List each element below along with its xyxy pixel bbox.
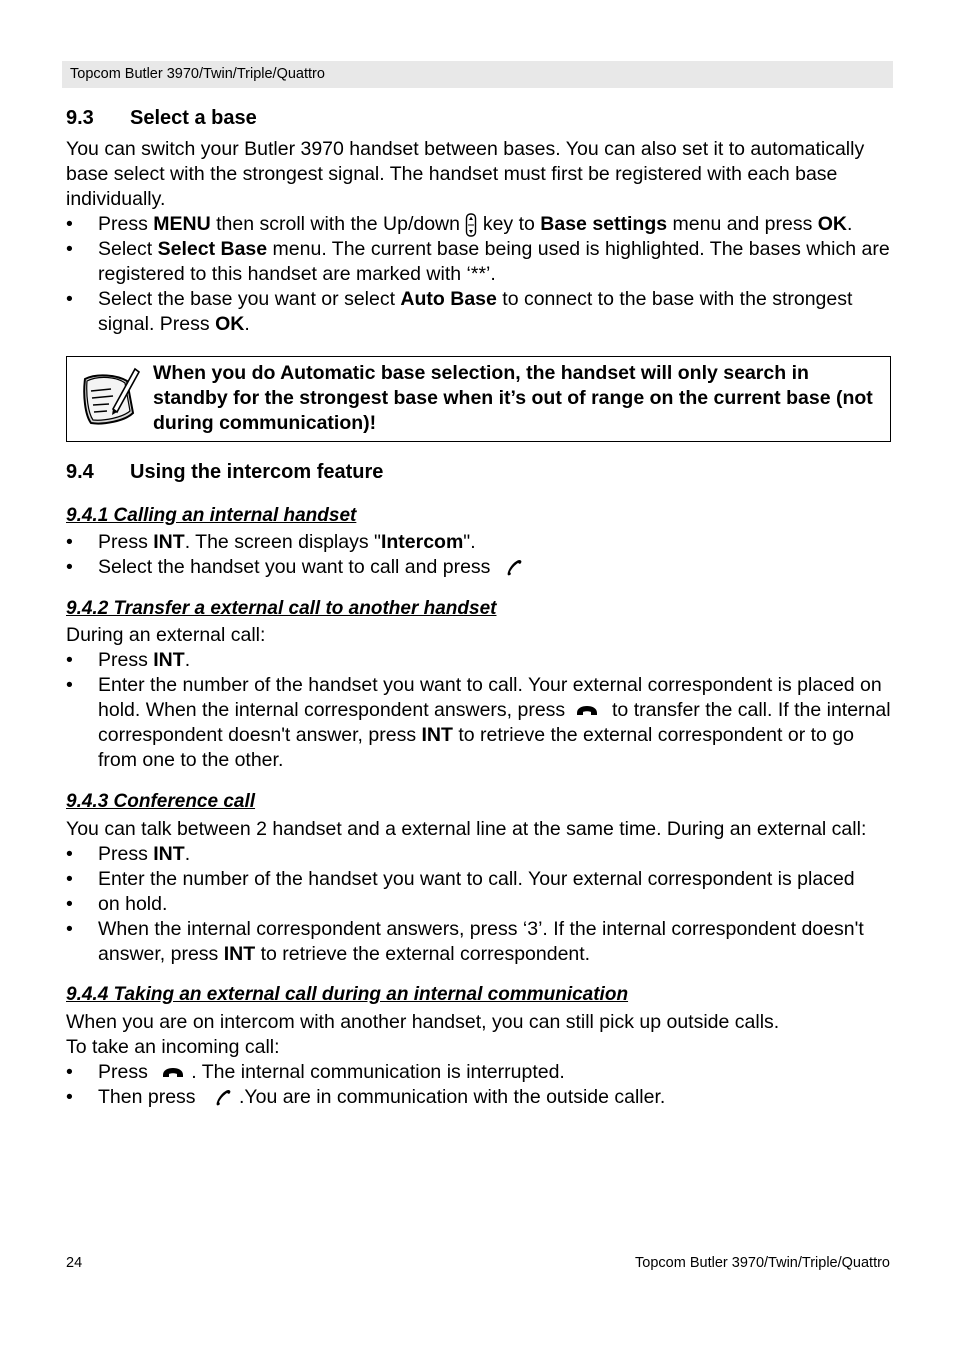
- updown-key-icon: [465, 213, 477, 237]
- section-9-4-3-list: [66, 842, 892, 967]
- section-9-4-2-intro: During an external call:: [66, 624, 266, 646]
- subsection-heading-9-4-1: 9.4.1 Calling an internal handset: [66, 505, 357, 526]
- list-item: • Enter the number of the handset you want to call. Your external correspondent is placed: [66, 867, 892, 892]
- section-heading-9-4: 9.4 Using the intercom feature: [66, 461, 384, 483]
- section-9-3-intro: You can switch your Butler 3970 handset between bases. You can also set it to automatically base select with the strongest signal. The handset must first be registered with each base individually.: [66, 138, 865, 210]
- running-footer: Topcom Butler 3970/Twin/Triple/Quattro: [635, 1255, 890, 1271]
- note-box: [66, 356, 891, 442]
- list-item: • Press INT. The screen displays "Intercom".: [66, 530, 892, 555]
- hangup-key-icon: [575, 704, 599, 718]
- list-item: • Select Select Base menu. The current base being used is highlighted. The bases which are registered to this handset are marked with ‘**’.: [66, 237, 892, 287]
- subsection-heading-9-4-4: 9.4.4 Taking an external call during an internal communication: [66, 984, 629, 1005]
- running-header: Topcom Butler 3970/Twin/Triple/Quattro: [62, 61, 893, 88]
- list-item: • Press INT.: [66, 842, 892, 867]
- list-item: • Then press .You are in communication with the outside caller.: [66, 1085, 892, 1110]
- list-item: • Enter the number of the handset you want to call. Your external correspondent is placed on hold. When the internal correspondent answers, press to transfer the call. If the internal correspondent doesn't answer, press INT to retrieve the external correspondent or to go from one to the other.: [66, 673, 892, 773]
- list-item: • Press . The internal communication is interrupted.: [66, 1060, 892, 1085]
- section-9-4-2-list: [66, 648, 892, 773]
- subsection-heading-9-4-2: 9.4.2 Transfer a external call to another handset: [66, 598, 497, 619]
- section-9-4-1-list: [66, 530, 892, 580]
- note-text: When you do Automatic base selection, the handset will only search in standby for the strongest base when it’s out of range on the current base (not during communication)!: [153, 362, 873, 434]
- list-item: • Select the handset you want to call and press: [66, 555, 892, 580]
- list-item: • on hold.: [66, 892, 892, 917]
- section-9-4-4-list: [66, 1060, 892, 1110]
- list-item: • When the internal correspondent answers, press ‘3’. If the internal correspondent doesn't answer, press INT to retrieve the external correspondent.: [66, 917, 892, 967]
- list-item: • Press INT.: [66, 648, 892, 673]
- hangup-key-icon: [161, 1066, 185, 1080]
- list-item: • Press MENU then scroll with the Up/down key to Base settings menu and press OK.: [66, 212, 892, 237]
- talk-key-icon: [504, 558, 524, 578]
- section-9-4-4-intro-2: To take an incoming call:: [66, 1036, 280, 1058]
- note-pencil-icon: [77, 365, 141, 431]
- talk-key-icon: [213, 1088, 233, 1108]
- section-9-4-4-intro-1: When you are on intercom with another handset, you can still pick up outside calls.: [66, 1011, 780, 1033]
- section-heading-9-3: 9.3 Select a base: [66, 107, 257, 129]
- page-number: 24: [66, 1255, 83, 1271]
- section-9-3-list: [66, 212, 892, 337]
- subsection-heading-9-4-3: 9.4.3 Conference call: [66, 791, 256, 812]
- section-9-4-3-intro: You can talk between 2 handset and a external line at the same time. During an external call:: [66, 818, 867, 840]
- list-item: • Select the base you want or select Auto Base to connect to the base with the strongest signal. Press OK.: [66, 287, 892, 337]
